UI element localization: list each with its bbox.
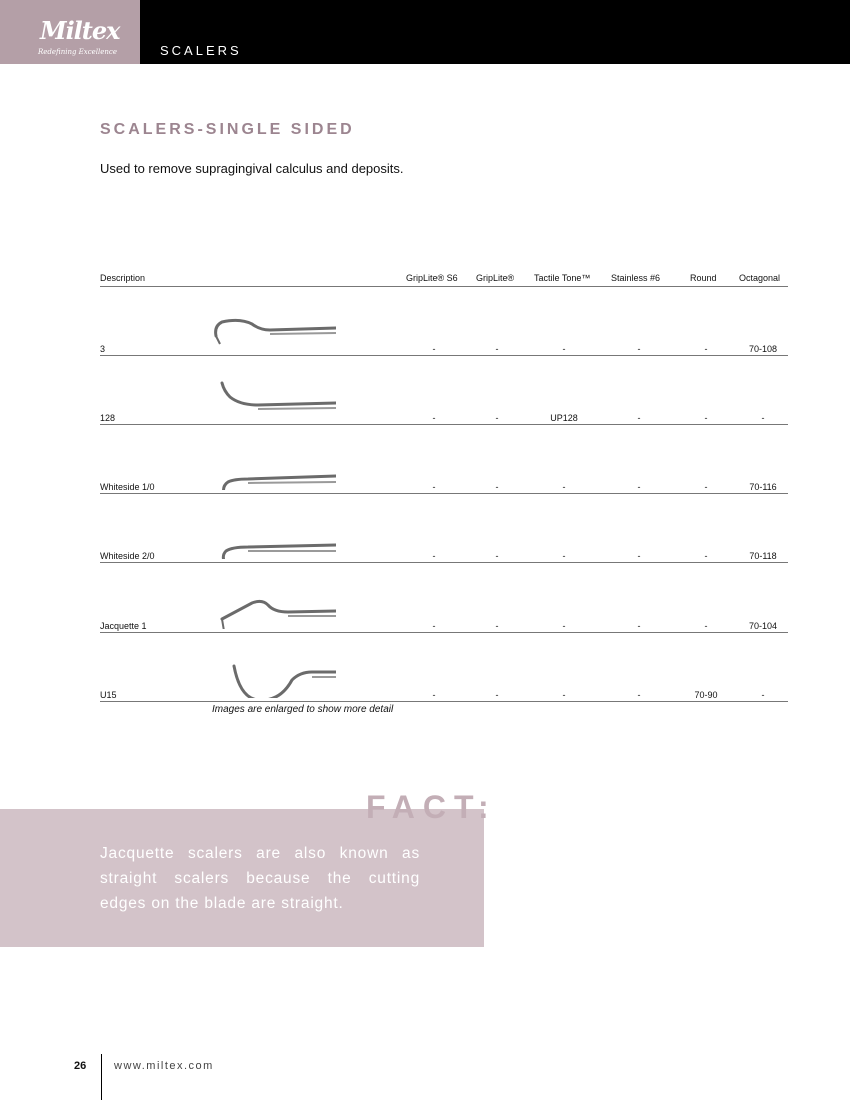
cell-description: U15 (100, 690, 117, 700)
cell-octagonal: - (761, 413, 765, 423)
cell-griplite: - (495, 344, 499, 354)
col-description: Description (100, 273, 146, 283)
col-tactile-tone: Tactile Tone™ (534, 273, 591, 283)
cell-griplite-s6: - (432, 413, 436, 423)
cell-griplite-s6: - (432, 482, 436, 492)
cell-tactile-tone: - (562, 621, 566, 631)
cell-description: Jacquette 1 (100, 621, 147, 631)
table-row (100, 632, 788, 702)
cell-octagonal: - (761, 690, 765, 700)
cell-description: 3 (100, 344, 106, 354)
page-title: SCALERS-SINGLE SIDED (100, 121, 355, 138)
cell-griplite: - (495, 621, 499, 631)
fact-title: FACT: (366, 789, 497, 825)
cell-tactile-tone: UP128 (550, 413, 578, 423)
scaler-3-image (212, 298, 336, 352)
footer-url[interactable]: www.miltex.com (114, 1060, 214, 1072)
col-stainless: Stainless #6 (611, 273, 661, 283)
cell-griplite: - (495, 482, 499, 492)
table-row (100, 355, 788, 425)
table-row (100, 493, 788, 563)
cell-round: - (704, 344, 708, 354)
cell-round: - (704, 621, 708, 631)
page-subtitle: Used to remove supragingival calculus and deposits. (100, 161, 404, 176)
logo-wordmark: Miltex (40, 16, 120, 45)
cell-octagonal: 70-108 (748, 344, 778, 354)
cell-octagonal: 70-116 (749, 482, 777, 492)
table-row (100, 563, 788, 633)
cell-griplite-s6: - (432, 551, 436, 561)
cell-stainless: - (637, 690, 641, 700)
scaler-u15-image (212, 644, 336, 698)
table-row (100, 286, 788, 356)
cell-description: Whiteside 2/0 (100, 551, 155, 561)
cell-octagonal: 70-118 (749, 551, 777, 561)
cell-round: - (704, 551, 708, 561)
cell-griplite: - (495, 551, 499, 561)
table-header (100, 273, 788, 287)
scaler-jacquette-1-image (212, 575, 336, 629)
logo-tagline: Redefining Excellence (38, 48, 117, 56)
cell-stainless: - (637, 621, 641, 631)
cell-round: - (704, 413, 708, 423)
page-header (0, 0, 850, 64)
cell-griplite: - (495, 413, 499, 423)
footer-divider (101, 1054, 102, 1100)
cell-griplite-s6: - (432, 690, 436, 700)
cell-griplite: - (495, 690, 499, 700)
brand-logo (0, 0, 140, 64)
col-round: Round (690, 273, 717, 283)
col-griplite: GripLite® (476, 273, 515, 283)
cell-octagonal: 70-104 (748, 621, 778, 631)
scaler-whiteside-1-0-image (212, 436, 336, 490)
fact-text: Jacquette scalers are also known as straight scalers because the cutting edges on the blade are straight. (100, 845, 420, 912)
cell-stainless: - (637, 344, 641, 354)
cell-stainless: - (637, 482, 641, 492)
cell-description: 128 (100, 413, 116, 423)
scaler-whiteside-2-0-image (212, 505, 336, 559)
cell-griplite-s6: - (432, 344, 436, 354)
image-caption: Images are enlarged to show more detail (212, 704, 394, 715)
cell-description: Whiteside 1/0 (100, 482, 155, 492)
cell-tactile-tone: - (562, 690, 566, 700)
col-octagonal: Octagonal (739, 273, 781, 283)
page-number: 26 (74, 1060, 87, 1072)
col-griplite-s6: GripLite® S6 (406, 273, 458, 283)
cell-round: - (704, 482, 708, 492)
cell-tactile-tone: - (562, 344, 566, 354)
cell-griplite-s6: - (432, 621, 436, 631)
cell-tactile-tone: - (562, 551, 566, 561)
table-row (100, 424, 788, 494)
cell-stainless: - (637, 413, 641, 423)
cell-tactile-tone: - (562, 482, 566, 492)
cell-stainless: - (637, 551, 641, 561)
cell-round: 70-90 (694, 690, 718, 700)
scaler-128-image (212, 367, 336, 421)
section-label: SCALERS (160, 43, 242, 58)
